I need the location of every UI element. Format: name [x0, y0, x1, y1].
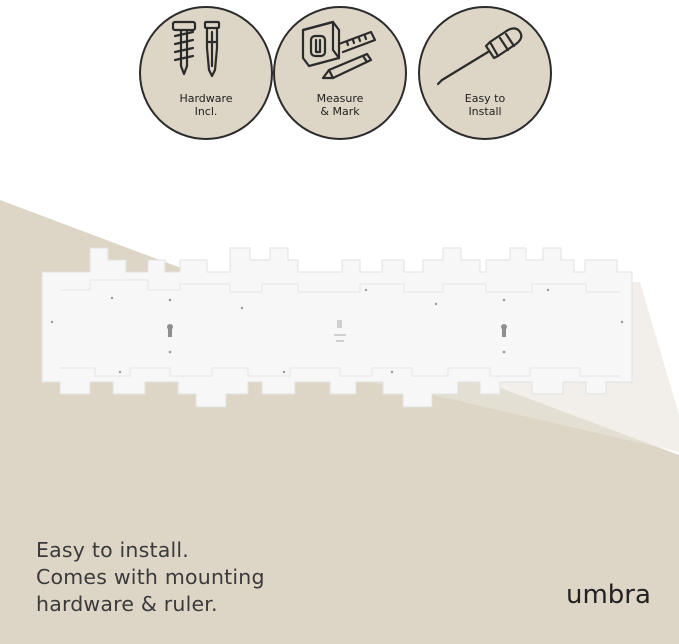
badge-label-measure: Measure & Mark	[316, 92, 364, 118]
brand-logo: umbra	[566, 580, 651, 610]
caption-text: Easy to install. Comes with mounting hardware & ruler.	[36, 538, 265, 616]
badge-label-hardware: Hardware Incl.	[179, 92, 233, 118]
screw-and-wall-anchor-icon	[141, 8, 271, 138]
badge-measure	[273, 6, 407, 140]
wall-hook-rack	[42, 248, 632, 407]
badge-label-install: Easy to Install	[464, 92, 506, 118]
badge-hardware	[139, 6, 273, 140]
tape-measure-and-pencil-icon	[275, 8, 405, 138]
badge-install	[418, 6, 552, 140]
screwdriver-icon	[420, 8, 550, 138]
